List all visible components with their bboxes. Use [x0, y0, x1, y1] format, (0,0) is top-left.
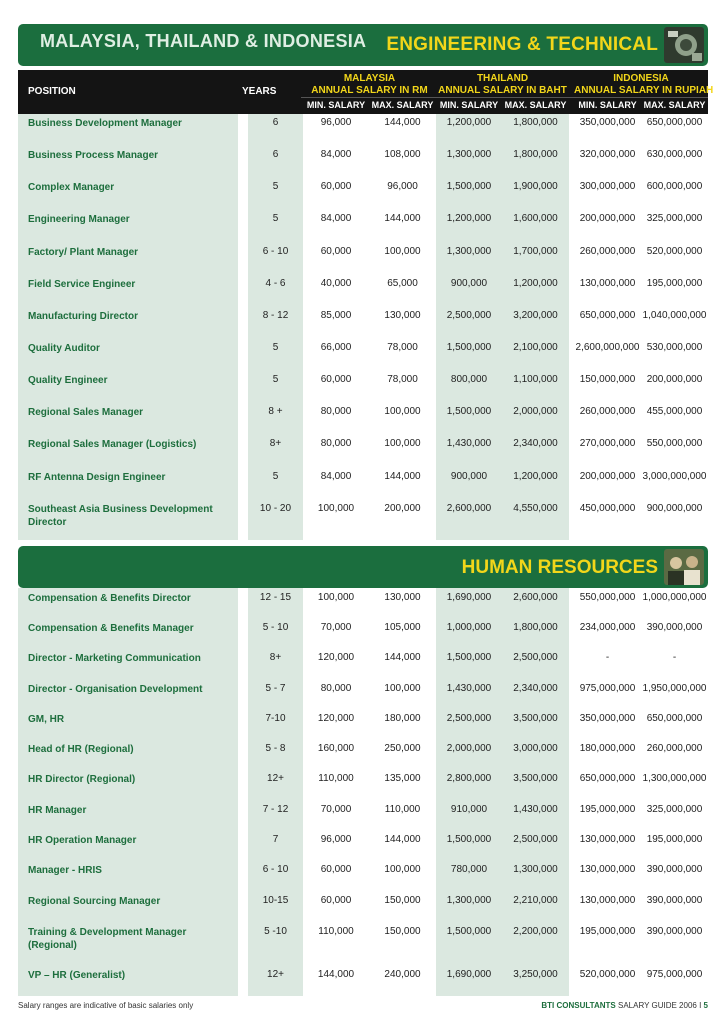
my-max-cell: 78,000 [387, 374, 418, 385]
my-max-cell: 144,000 [384, 117, 421, 128]
th-min-cell: 1,690,000 [446, 969, 492, 980]
position-cell: Regional Sales Manager [28, 407, 144, 418]
th-max-cell: 1,300,000 [513, 864, 558, 875]
my-max-cell: 105,000 [384, 622, 421, 633]
years-cell: 12+ [267, 773, 284, 784]
position-cell: Manufacturing Director [28, 311, 139, 322]
years-cell: 6 - 10 [262, 246, 289, 257]
years-cell: 5 [272, 342, 279, 353]
region-title: MALAYSIA, THAILAND & INDONESIA [40, 31, 367, 51]
th-max-cell: 3,250,000 [513, 969, 558, 980]
id-max-cell: 975,000,000 [646, 969, 703, 980]
position-cell: HR Operation Manager [28, 835, 137, 846]
my-min-cell: 60,000 [320, 895, 352, 906]
id-min-cell: 650,000,000 [579, 773, 636, 784]
years-cell: 12 - 15 [259, 592, 292, 603]
my-min-cell: 120,000 [317, 652, 355, 663]
my-min-cell: 40,000 [320, 278, 352, 289]
years-cell: 6 [272, 149, 279, 160]
col-years: YEARS [242, 86, 277, 97]
id-max-cell: 390,000,000 [646, 622, 703, 633]
id-min-cell: 260,000,000 [579, 246, 636, 257]
col-th-max: MAX. SALARY [504, 100, 567, 110]
my-min-cell: 84,000 [320, 213, 352, 224]
th-max-cell: 1,600,000 [513, 213, 558, 224]
my-max-cell: 180,000 [384, 713, 421, 724]
th-min-cell: 1,300,000 [446, 149, 492, 160]
col-my-max: MAX. SALARY [371, 100, 434, 110]
id-min-cell: 650,000,000 [579, 310, 636, 321]
id-min-cell: 130,000,000 [579, 895, 636, 906]
th-min-cell: 2,800,000 [446, 773, 492, 784]
hr-banner [18, 546, 708, 588]
th-max-cell: 2,100,000 [513, 342, 558, 353]
th-min-cell: 1,300,000 [446, 895, 492, 906]
position-cell: Business Development Manager [28, 118, 182, 129]
footer-company: BTI CONSULTANTS [541, 1001, 616, 1010]
position-cell: Training & Development Manager (Regional) [28, 927, 187, 951]
my-min-cell: 70,000 [320, 622, 352, 633]
id-max-cell: 3,000,000,000 [642, 471, 707, 482]
id-max-cell: 530,000,000 [646, 342, 703, 353]
years-cell: 5 - 8 [265, 743, 286, 754]
id-min-cell: 270,000,000 [579, 438, 636, 449]
id-min-cell: 200,000,000 [579, 213, 636, 224]
position-cell: Field Service Engineer [28, 279, 136, 290]
id-max-cell: 260,000,000 [646, 743, 703, 754]
my-min-cell: 80,000 [320, 406, 352, 417]
my-max-cell: 250,000 [384, 743, 421, 754]
engineering-banner [18, 24, 708, 66]
col-th-min: MIN. SALARY [439, 100, 499, 110]
id-max-cell: 195,000,000 [646, 278, 703, 289]
my-max-cell: 200,000 [384, 503, 421, 514]
footer-sep: I [699, 1001, 702, 1010]
col-malaysia-sub: ANNUAL SALARY IN RM [311, 85, 428, 96]
th-min-cell: 1,300,000 [446, 246, 492, 257]
my-min-cell: 84,000 [320, 149, 352, 160]
my-min-cell: 70,000 [320, 804, 352, 815]
my-min-cell: 160,000 [317, 743, 355, 754]
position-cell: GM, HR [28, 714, 65, 725]
th-max-cell: 2,340,000 [513, 683, 558, 694]
my-min-cell: 80,000 [320, 438, 352, 449]
position-cell: Business Process Manager [28, 150, 159, 161]
id-max-cell: 1,040,000,000 [642, 310, 707, 321]
id-max-cell: 650,000,000 [646, 117, 703, 128]
th-max-cell: 3,500,000 [513, 713, 558, 724]
id-max-cell: 390,000,000 [646, 926, 703, 937]
col-thailand: THAILAND [476, 73, 529, 84]
th-min-cell: 1,430,000 [446, 683, 492, 694]
th-max-cell: 1,700,000 [513, 246, 558, 257]
years-cell: 5 -10 [264, 926, 287, 937]
position-cell: Compensation & Benefits Manager [28, 623, 194, 634]
th-min-cell: 900,000 [450, 471, 488, 482]
my-max-cell: 150,000 [384, 926, 421, 937]
my-max-cell: 100,000 [384, 683, 421, 694]
th-min-cell: 1,500,000 [446, 926, 492, 937]
my-max-cell: 150,000 [384, 895, 421, 906]
id-max-cell: 630,000,000 [646, 149, 703, 160]
engineering-photo [664, 27, 704, 63]
position-cell: RF Antenna Design Engineer [28, 472, 166, 483]
id-min-cell: 130,000,000 [579, 864, 636, 875]
th-max-cell: 3,200,000 [513, 310, 558, 321]
years-cell: 7 [272, 834, 279, 845]
my-max-cell: 135,000 [384, 773, 421, 784]
footer-note: Salary ranges are indicative of basic salaries only [18, 1001, 194, 1010]
my-min-cell: 60,000 [320, 374, 352, 385]
position-cell: Complex Manager [28, 182, 115, 193]
hr-table [18, 588, 708, 996]
years-cell: 5 - 7 [265, 683, 286, 694]
my-max-cell: 100,000 [384, 438, 421, 449]
th-max-cell: 2,500,000 [513, 652, 558, 663]
th-min-cell: 2,500,000 [446, 310, 492, 321]
th-max-cell: 2,210,000 [513, 895, 558, 906]
th-min-cell: 1,200,000 [446, 213, 492, 224]
col-id-max: MAX. SALARY [643, 100, 706, 110]
position-cell: Head of HR (Regional) [28, 744, 134, 755]
th-max-cell: 4,550,000 [513, 503, 558, 514]
th-min-cell: 900,000 [450, 278, 488, 289]
th-max-cell: 1,430,000 [513, 804, 558, 815]
id-max-cell: 200,000,000 [646, 374, 703, 385]
id-min-cell: 130,000,000 [579, 278, 636, 289]
th-min-cell: 2,000,000 [446, 743, 492, 754]
id-max-cell: 325,000,000 [646, 213, 703, 224]
th-min-cell: 1,000,000 [446, 622, 492, 633]
position-cell: Director - Marketing Communication [28, 653, 201, 664]
id-min-cell: 300,000,000 [579, 181, 636, 192]
years-cell: 4 - 6 [265, 278, 286, 289]
engineering-table [18, 114, 708, 540]
years-cell: 5 [272, 471, 279, 482]
section-title-hr: HUMAN RESOURCES [461, 557, 658, 578]
id-max-cell: 900,000,000 [646, 503, 703, 514]
my-max-cell: 144,000 [384, 213, 421, 224]
id-min-cell: 200,000,000 [579, 471, 636, 482]
footer-brand [541, 1001, 708, 1010]
position-cell: Regional Sales Manager (Logistics) [28, 439, 197, 450]
my-min-cell: 96,000 [320, 117, 352, 128]
my-max-cell: 130,000 [384, 592, 421, 603]
my-min-cell: 66,000 [320, 342, 352, 353]
years-cell: 8 + [268, 406, 283, 417]
my-min-cell: 84,000 [320, 471, 352, 482]
id-max-cell: 650,000,000 [646, 713, 703, 724]
id-min-cell: 550,000,000 [579, 592, 636, 603]
th-min-cell: 800,000 [450, 374, 488, 385]
id-min-cell: 195,000,000 [579, 926, 636, 937]
years-cell: 12+ [267, 969, 284, 980]
my-max-cell: 100,000 [384, 864, 421, 875]
my-max-cell: 144,000 [384, 471, 421, 482]
col-my-min: MIN. SALARY [306, 100, 366, 110]
th-max-cell: 1,800,000 [513, 149, 558, 160]
years-cell: 5 [272, 374, 279, 385]
my-min-cell: 110,000 [318, 773, 354, 784]
position-cell: Engineering Manager [28, 214, 130, 225]
my-max-cell: 100,000 [384, 406, 421, 417]
my-min-cell: 85,000 [320, 310, 352, 321]
id-max-cell: 390,000,000 [646, 895, 703, 906]
th-min-cell: 2,500,000 [446, 713, 492, 724]
id-max-cell: - [672, 652, 677, 663]
id-min-cell: 320,000,000 [579, 149, 636, 160]
id-min-cell: 350,000,000 [579, 713, 636, 724]
position-cell: Compensation & Benefits Director [28, 593, 191, 604]
my-min-cell: 80,000 [320, 683, 352, 694]
table-header [18, 70, 714, 114]
id-max-cell: 550,000,000 [646, 438, 703, 449]
footer-guide: SALARY GUIDE 2006 [617, 1001, 697, 1010]
id-max-cell: 1,300,000,000 [642, 773, 707, 784]
th-min-cell: 1,500,000 [446, 342, 492, 353]
years-cell: 6 - 10 [262, 864, 289, 875]
col-indonesia: INDONESIA [613, 73, 669, 84]
id-min-cell: 260,000,000 [579, 406, 636, 417]
position-cell: Regional Sourcing Manager [28, 896, 161, 907]
col-id-min: MIN. SALARY [578, 100, 637, 110]
my-min-cell: 60,000 [320, 181, 352, 192]
my-min-cell: 96,000 [320, 834, 352, 845]
id-max-cell: 455,000,000 [646, 406, 703, 417]
id-min-cell: 975,000,000 [579, 683, 636, 694]
th-max-cell: 2,500,000 [513, 834, 558, 845]
my-max-cell: 96,000 [387, 181, 418, 192]
position-cell: VP – HR (Generalist) [28, 970, 126, 981]
years-cell: 5 - 10 [262, 622, 289, 633]
col-indonesia-sub: ANNUAL SALARY IN RUPIAH [574, 85, 714, 96]
id-max-cell: 1,000,000,000 [642, 592, 707, 603]
th-max-cell: 1,200,000 [513, 278, 558, 289]
id-min-cell: 350,000,000 [579, 117, 636, 128]
my-max-cell: 65,000 [387, 278, 418, 289]
th-max-cell: 1,800,000 [513, 117, 558, 128]
id-max-cell: 600,000,000 [646, 181, 703, 192]
years-cell: 10-15 [262, 895, 289, 906]
th-min-cell: 1,500,000 [446, 834, 492, 845]
my-max-cell: 130,000 [384, 310, 421, 321]
my-max-cell: 240,000 [384, 969, 421, 980]
th-min-cell: 1,500,000 [446, 652, 492, 663]
years-cell: 5 [272, 213, 279, 224]
id-min-cell: 130,000,000 [579, 834, 636, 845]
years-cell: 7 - 12 [262, 804, 289, 815]
col-position: POSITION [28, 86, 76, 97]
id-max-cell: 390,000,000 [646, 864, 703, 875]
years-cell: 8 - 12 [262, 310, 289, 321]
my-min-cell: 60,000 [320, 864, 352, 875]
footer-page: 5 [703, 1001, 708, 1010]
id-min-cell: 195,000,000 [579, 804, 636, 815]
my-max-cell: 78,000 [387, 342, 418, 353]
th-max-cell: 3,000,000 [513, 743, 558, 754]
position-cell: Quality Auditor [28, 343, 100, 354]
id-min-cell: 2,600,000,000 [575, 342, 640, 353]
th-max-cell: 1,900,000 [513, 181, 558, 192]
position-cell: Southeast Asia Business Development Director [28, 504, 213, 528]
id-min-cell: 150,000,000 [579, 374, 636, 385]
id-max-cell: 325,000,000 [646, 804, 703, 815]
th-min-cell: 910,000 [450, 804, 488, 815]
id-max-cell: 520,000,000 [646, 246, 703, 257]
col-malaysia: MALAYSIA [343, 73, 396, 84]
th-max-cell: 1,800,000 [513, 622, 558, 633]
th-min-cell: 2,600,000 [446, 503, 492, 514]
years-cell: 7-10 [265, 713, 286, 724]
id-min-cell: 180,000,000 [579, 743, 636, 754]
th-max-cell: 2,340,000 [513, 438, 558, 449]
my-max-cell: 110,000 [384, 804, 421, 815]
position-cell: Quality Engineer [28, 375, 108, 386]
my-max-cell: 100,000 [384, 246, 421, 257]
id-min-cell: 450,000,000 [579, 503, 636, 514]
th-max-cell: 3,500,000 [513, 773, 558, 784]
th-max-cell: 2,600,000 [513, 592, 558, 603]
th-max-cell: 2,200,000 [513, 926, 558, 937]
th-min-cell: 1,690,000 [446, 592, 492, 603]
id-min-cell: - [605, 652, 610, 663]
id-min-cell: 234,000,000 [579, 622, 636, 633]
my-min-cell: 120,000 [317, 713, 355, 724]
th-min-cell: 780,000 [450, 864, 488, 875]
my-max-cell: 108,000 [384, 149, 421, 160]
th-max-cell: 1,100,000 [513, 374, 558, 385]
my-min-cell: 110,000 [318, 926, 354, 937]
my-min-cell: 100,000 [317, 503, 355, 514]
th-min-cell: 1,430,000 [446, 438, 492, 449]
position-cell: Director - Organisation Development [28, 684, 203, 695]
position-cell: HR Director (Regional) [28, 774, 136, 785]
id-max-cell: 1,950,000,000 [642, 683, 707, 694]
th-min-cell: 1,200,000 [446, 117, 492, 128]
id-min-cell: 520,000,000 [579, 969, 636, 980]
years-cell: 6 [272, 117, 279, 128]
hr-photo [664, 549, 704, 585]
my-min-cell: 100,000 [317, 592, 355, 603]
section-title-engineering: ENGINEERING & TECHNICAL [386, 34, 658, 55]
years-cell: 8+ [269, 438, 282, 449]
my-min-cell: 60,000 [320, 246, 352, 257]
th-max-cell: 2,000,000 [513, 406, 558, 417]
col-thailand-sub: ANNUAL SALARY IN BAHT [438, 85, 567, 96]
years-cell: 8+ [269, 652, 282, 663]
th-max-cell: 1,200,000 [513, 471, 558, 482]
my-max-cell: 144,000 [384, 652, 421, 663]
id-max-cell: 195,000,000 [646, 834, 703, 845]
th-min-cell: 1,500,000 [446, 181, 492, 192]
my-max-cell: 144,000 [384, 834, 421, 845]
th-min-cell: 1,500,000 [446, 406, 492, 417]
position-cell: HR Manager [28, 805, 87, 816]
years-cell: 5 [272, 181, 279, 192]
position-cell: Manager - HRIS [28, 865, 102, 876]
years-cell: 10 - 20 [259, 503, 292, 514]
my-min-cell: 144,000 [317, 969, 355, 980]
position-cell: Factory/ Plant Manager [28, 247, 139, 258]
